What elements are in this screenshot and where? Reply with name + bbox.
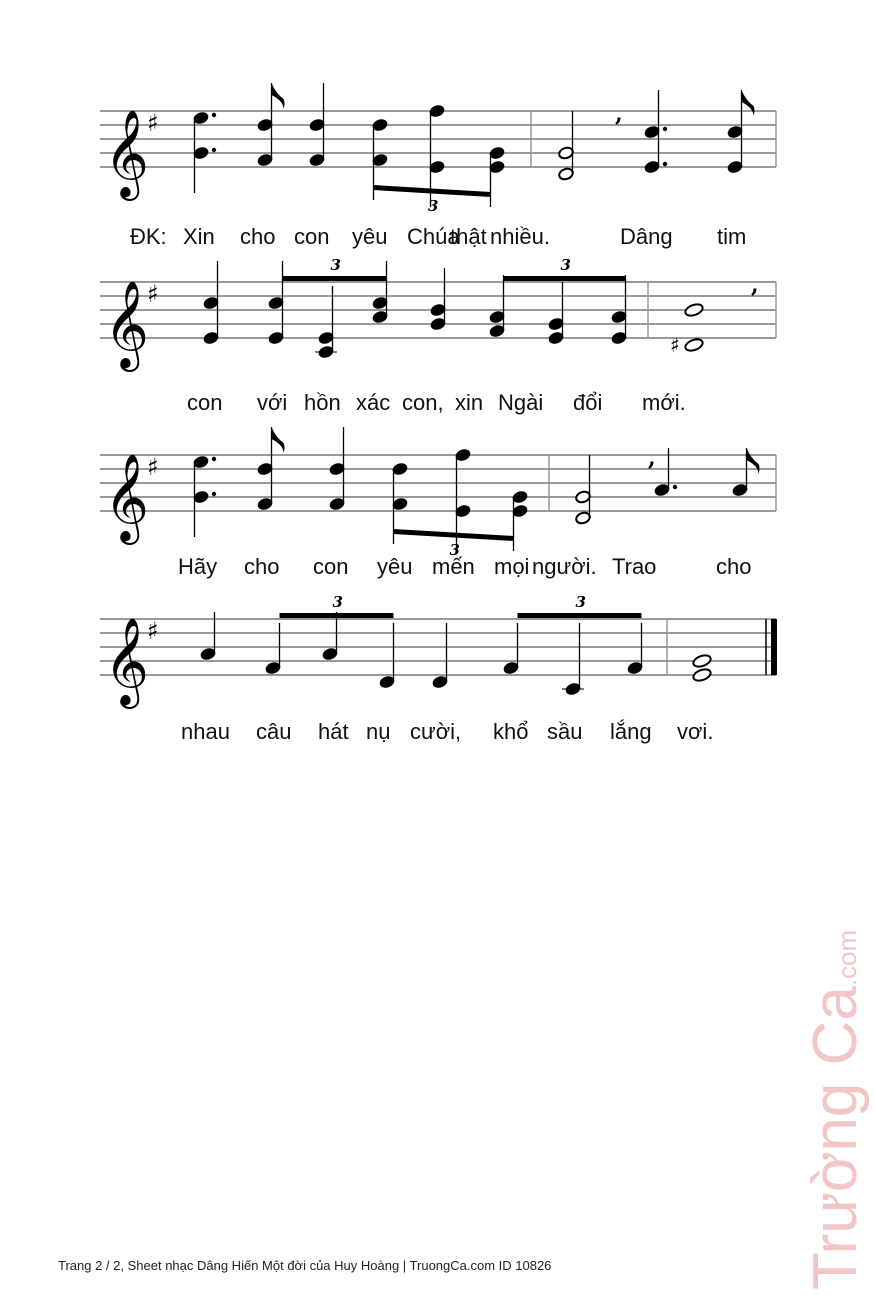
notehead: [684, 337, 704, 353]
lyric-word: Dâng: [620, 224, 673, 249]
key-signature-sharp-icon: ♯: [147, 109, 159, 137]
eighth-flag-icon: [747, 448, 760, 474]
notehead: [558, 146, 575, 160]
notehead: [193, 490, 210, 504]
lyric-word: cười,: [410, 719, 462, 744]
notehead: [268, 296, 285, 310]
notehead: [611, 331, 628, 345]
lyric-word: khổ: [493, 719, 529, 744]
notehead: [430, 303, 447, 317]
beam: [394, 529, 514, 541]
beam: [374, 185, 491, 197]
augmentation-dot: [663, 127, 667, 131]
notehead: [193, 146, 210, 160]
notehead: [257, 462, 274, 476]
breath-mark: ,: [751, 272, 759, 298]
notehead: [489, 160, 506, 174]
lyric-word: xin: [455, 390, 484, 415]
lyric-word: với: [257, 390, 288, 415]
notehead: [257, 153, 274, 167]
lyric-word: Hãy: [178, 554, 218, 579]
notehead: [257, 497, 274, 511]
key-signature-sharp-icon: ♯: [147, 280, 159, 308]
notehead: [392, 462, 409, 476]
lyric-word: yêu: [352, 224, 388, 249]
notehead: [372, 118, 389, 132]
lyric-word: tim: [717, 224, 747, 249]
notehead: [203, 331, 220, 345]
triplet-label: 3: [428, 197, 439, 215]
breath-mark: ,: [615, 101, 623, 127]
lyric-word: nụ: [366, 719, 391, 744]
key-signature-sharp-icon: ♯: [147, 453, 159, 481]
lyric-word: con: [313, 554, 349, 579]
treble-clef-icon: 𝄞: [104, 616, 149, 705]
eighth-flag-icon: [742, 90, 755, 116]
notehead: [512, 504, 529, 518]
augmentation-dot: [212, 457, 216, 461]
notehead: [379, 675, 396, 689]
notehead: [309, 153, 326, 167]
lyric-word: lắng: [610, 719, 652, 744]
breath-mark: ,: [648, 445, 656, 471]
augmentation-dot: [212, 113, 216, 117]
treble-clef-icon: 𝄞: [104, 452, 149, 541]
lyric-word: cho: [716, 554, 752, 579]
lyric-word: hồn: [304, 390, 341, 415]
lyric-word: Trao: [612, 554, 657, 579]
notehead: [322, 647, 339, 661]
triplet-label: 3: [332, 593, 343, 611]
lyric-word: ĐK:: [130, 224, 167, 249]
notehead: [684, 302, 704, 318]
beam: [283, 276, 387, 281]
notehead: [565, 682, 582, 696]
lyric-word: câu: [256, 719, 292, 744]
watermark: [800, 930, 871, 1290]
key-signature-sharp-icon: ♯: [147, 617, 159, 645]
notehead: [558, 167, 575, 181]
lyric-word: con: [294, 224, 330, 249]
notehead: [329, 497, 346, 511]
lyric-word: sầu: [547, 719, 583, 744]
lyric-word: cho: [244, 554, 280, 579]
notehead: [548, 331, 565, 345]
lyric-word: hát: [318, 719, 349, 744]
notehead: [318, 331, 335, 345]
page-footer: Trang 2 / 2, Sheet nhạc Dâng Hiến Một đời của Huy Hoàng | TruongCa.com ID 10826: [58, 1258, 552, 1273]
notehead: [512, 490, 529, 504]
lyric-word: nhau: [181, 719, 230, 744]
lyric-word: mới.: [642, 390, 686, 415]
notehead: [193, 111, 210, 125]
beam: [280, 613, 394, 618]
notehead: [372, 310, 389, 324]
notehead: [503, 661, 520, 675]
notehead: [372, 296, 389, 310]
notehead: [611, 310, 628, 324]
notehead: [489, 146, 506, 160]
augmentation-dot: [673, 485, 677, 489]
lyric-word: Ngài: [498, 390, 544, 415]
notehead: [489, 324, 506, 338]
augmentation-dot: [212, 148, 216, 152]
triplet-label: 3: [449, 541, 460, 559]
lyric-word: xác: [356, 390, 391, 415]
notehead: [644, 125, 661, 139]
eighth-flag-icon: [272, 427, 285, 453]
lyric-word: người.: [532, 554, 597, 579]
final-barline-thick: [771, 619, 777, 675]
triplet-label: 3: [560, 256, 571, 274]
notehead: [372, 153, 389, 167]
augmentation-dot: [212, 492, 216, 496]
notehead: [727, 160, 744, 174]
lyric-word: con: [187, 390, 223, 415]
treble-clef-icon: 𝄞: [104, 108, 149, 197]
notehead: [257, 118, 274, 132]
notehead: [268, 331, 285, 345]
triplet-label: 3: [575, 593, 586, 611]
lyric-word: vơi.: [677, 719, 714, 744]
notehead: [654, 483, 671, 497]
notehead: [429, 160, 446, 174]
notehead: [548, 317, 565, 331]
notehead: [455, 448, 472, 462]
watermark-suffix: .com: [832, 929, 862, 987]
notehead: [692, 667, 712, 683]
notehead: [265, 661, 282, 675]
notehead: [575, 511, 592, 525]
notehead: [429, 104, 446, 118]
notehead: [309, 118, 326, 132]
watermark-main: Trường Ca: [801, 986, 870, 1290]
eighth-flag-icon: [272, 83, 285, 109]
accidental-sharp-icon: ♯: [670, 333, 680, 357]
notehead: [329, 462, 346, 476]
lyric-word: thật: [450, 224, 487, 249]
triplet-label: 3: [330, 256, 341, 274]
lyric-word: cho: [240, 224, 276, 249]
lyric-word: Chúa: [407, 224, 460, 249]
notehead: [193, 455, 210, 469]
lyric-word: đổi: [573, 390, 603, 415]
lyric-word: Xin: [183, 224, 215, 249]
lyric-word: con,: [402, 390, 444, 415]
notehead: [727, 125, 744, 139]
notehead: [432, 675, 449, 689]
notehead: [732, 483, 749, 497]
lyric-word: mọi: [494, 554, 530, 579]
notehead: [692, 653, 712, 669]
lyric-word: mến: [432, 554, 475, 579]
notehead: [644, 160, 661, 174]
notehead: [575, 490, 592, 504]
notehead: [200, 647, 217, 661]
augmentation-dot: [663, 162, 667, 166]
notehead: [392, 497, 409, 511]
lyric-word: yêu: [377, 554, 413, 579]
notehead: [318, 345, 335, 359]
beam: [504, 276, 626, 281]
notehead: [489, 310, 506, 324]
notehead: [430, 317, 447, 331]
notehead: [203, 296, 220, 310]
lyric-word: nhiều.: [490, 224, 550, 249]
notehead: [627, 661, 644, 675]
notehead: [455, 504, 472, 518]
beam: [518, 613, 642, 618]
treble-clef-icon: 𝄞: [104, 279, 149, 368]
